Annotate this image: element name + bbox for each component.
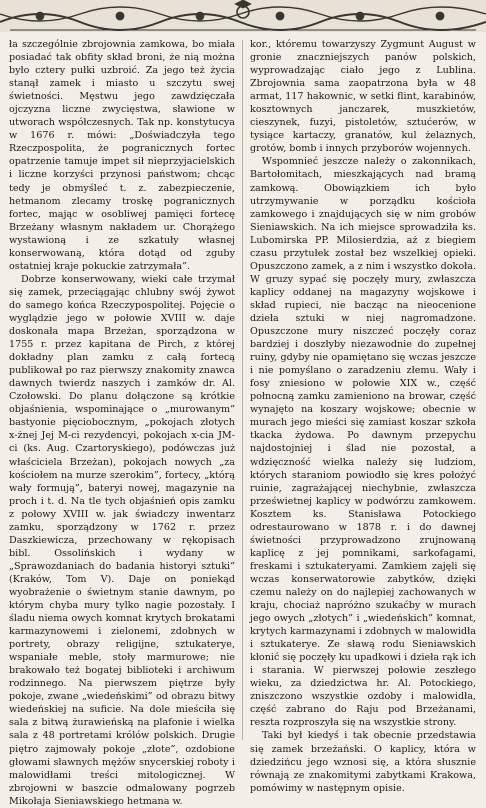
column-divider: [242, 40, 243, 740]
paragraph: Wspomnieć jeszcze należy o zakonnikach, Bartołomitach, mieszkających nad bramą zamkową. Obowiązkiem ich było utrzymywanie w porządku kościoła zamkowego i znajdujących się w nim grobów Sieniawskich. Na ich miejsce sprowadziła ks. Lubomirska PP. Milosierdzia, aż z biegiem czasu przytułek został bez wszelkiej opieki. Opuszczono zamek, a z nim i wszystko dokoła. W gruzy sypać się poczęły mury, zwłaszcza kaplicy oddanej na magazyny wojskowe i skład rupieci, nie bacząc na nieocenione dzieła sztuki w niej nagromadzone. Opuszczone mury niszczeć poczęły coraz bardziej i doszłyby niezawodnie do zupełnej ruiny, gdyby nie opamiętano się wczas jeszcze i nie pomyślano o zaradzeniu złemu. Wały i fosy zniesiono w połowie XIX w., część połnocną zamku zamieniono na browar, część wynajęto na koszary wojskowe; obecnie w murach jego mieści się zamiast koszar szkoła tkacka żydowa. Po dawnym przepychu najdostojniej i ślad nie pozostał, a wdzięczność wielka należy się ludziom, których staraniom powiodło się kres położyć ruinie, zagrażającej niechybnie, zwłaszcza prześwietnej kaplicy w podwórzu zamkowem. Kosztem ks. Stanisława Potockiego odrestaurowano w 1878 r. i do dawnej świetności przyprowadzono zrujnowaną kaplicę z jej pomnikami, sarkofagami, freskami i sztukateryami. Zamkiem zajęli się wczas konserwatorowie zabytków, dzięki czemu należy on do najlepiej zachowanych w kraju, chociaż napróżno szukaćby w murach jego owych „złotych” i „wiedeńskich” komnat, krytych karmazynami i zdobnych w malowidła i sztukaterye. Ze sławą rodu Sieniawskich kłonić się poczęły ku upadkowi i dzieła rąk ich i starania. W pierwszej połowie zeszłego wieku, za dziedzictwa hr. Al. Potockiego, zniszczono wszystkie ozdoby i malowidła, część zabrano do Raju pod Brzeżanami, reszta rozproszyła się na wszystkie strony.: [250, 156, 476, 729]
paragraph: kor., któremu towarzyszy Zygmunt August w gronie znaczniejszych panów polskich, wyprowadzając ciało jego z Lublina. Zbrojownia sama zaopatrzona była w 48 armat, 117 hakownic, w setki flint, karabinów, kosztownych janczarek, muszkietów, cieszynek, fuzyi, pistoletów, sztućerów, w tysiące kartaczy, granatów, kul żelaznych, grotów, bomb i innych przyborów wojennych.: [250, 39, 476, 155]
left-text-column: [9, 38, 235, 808]
paragraph: Dobrze konserwowany, wieki całe trzymał się zamek, przeciągając chlubny swój żywot do samego końca Rzeczypospolitej. Pojęcie o wyglądzie jego w połowie XVIII w. daje doskonała mapa Brzeżan, sporządzona w 1755 r. przez kapitana de Pirch, z której dokładny plan zamku z całą fortecą publikował po raz pierwszy znakomity znawca dawnych twierdz naszych i zamków dr. Al. Czołowski. Do planu dołączone są krótkie objaśnienia, wspominające o „murowanym” bastyonie pięciobocznym, „pokojach złotych x-żnej Jej M-ci rezydencyi, pokojach x-cia JM-ci (ks. Aug. Czartoryskiego), podówczas już właściciela Brzeżan), pokojach nowych „za kościołem na murze szerokim”, fortecy, „którą wały formują”, bateryi nowej, magazynie na proch i t. d. Na tle tych objaśnień opis zamku z połowy XVIII w. jak świadczy inwentarz zamku, sporządzony w 1762 r. przez Daszkiewicza, przechowany w rękopisach bibl. Ossolińskich i wydany w „Sprawozdaniach do badania historyi sztuki” (Kraków, Tom V). Daje on poniekąd wyobrażenie o świetnym stanie dawnym, po którym chyba mury tylko nagie pozostały. I śladu niema owych komnat krytych brokatami karmazynowemi i zielonemi, zdobnych w portrety, obrazy religijne, sztukaterye, wspaniałe meble, stoły marmurowe; nie brakowało też bogatej biblioteki i archiwum rodzinnego. Na pierwszem piętrze były pokoje, zwane „wiedeńskimi” od obrazu bitwy wiedeńskiej na suficie. Na dole mieściła się sala z bitwą żurawieńską na plafonie i wielka sala z 48 portretami królów polskich. Drugie piętro zajmowały pokoje „złote”, ozdobione głowami sławnych mężów snycerskiej roboty i malowidłami treści mitologicznej. W zbrojowni w baszcie odmalowany pogrzeb Mikołaja Sieniawskiego hetmana w.: [9, 273, 235, 807]
paragraph: Taki był kiedyś i tak obecnie przedstawia się zamek brzeżański. O kaplicy, która w dziedzińcu jego wznosi się, a która słusznie równają ze znakomitymi zabytkami Krakowa, pomówimy w następnym opisie.: [250, 730, 476, 794]
right-text-column: [250, 38, 476, 795]
paragraph: ła szczególnie zbrojownia zamkowa, bo miała posiadać tak obfity skład broni, że nią można było cztery pułki uzbroić. Za jego też życia stanął zamek i miasto u szczytu swej świetności. Męstwu jego zawdzięczała ojczyzna liczne zwycięstwa, sławione w utworach współczesnych. Tak np. konstytucya w 1676 r. mówi: „Doświadczyła tego Rzeczpospolita, że pogranicznych fortec opatrzenie tamuje impet sił nieprzyjacielskich i liczne korzyści przynosi państwom; chcąc tedy je obmyśleć t. z. zabezpieczenie, hetmanom zlecamy troskę pogranicznych fortec, mając w osobliwej pamięci fortecę Brzeżany własnym nakładem ur. Chorążego wystawioną i ze szkatuły własnej konserwowaną, która dotąd od zguby ostatniej kraje pokuckie zatrzymała”.: [9, 39, 235, 272]
decorative-header-ornament: [0, 0, 486, 32]
